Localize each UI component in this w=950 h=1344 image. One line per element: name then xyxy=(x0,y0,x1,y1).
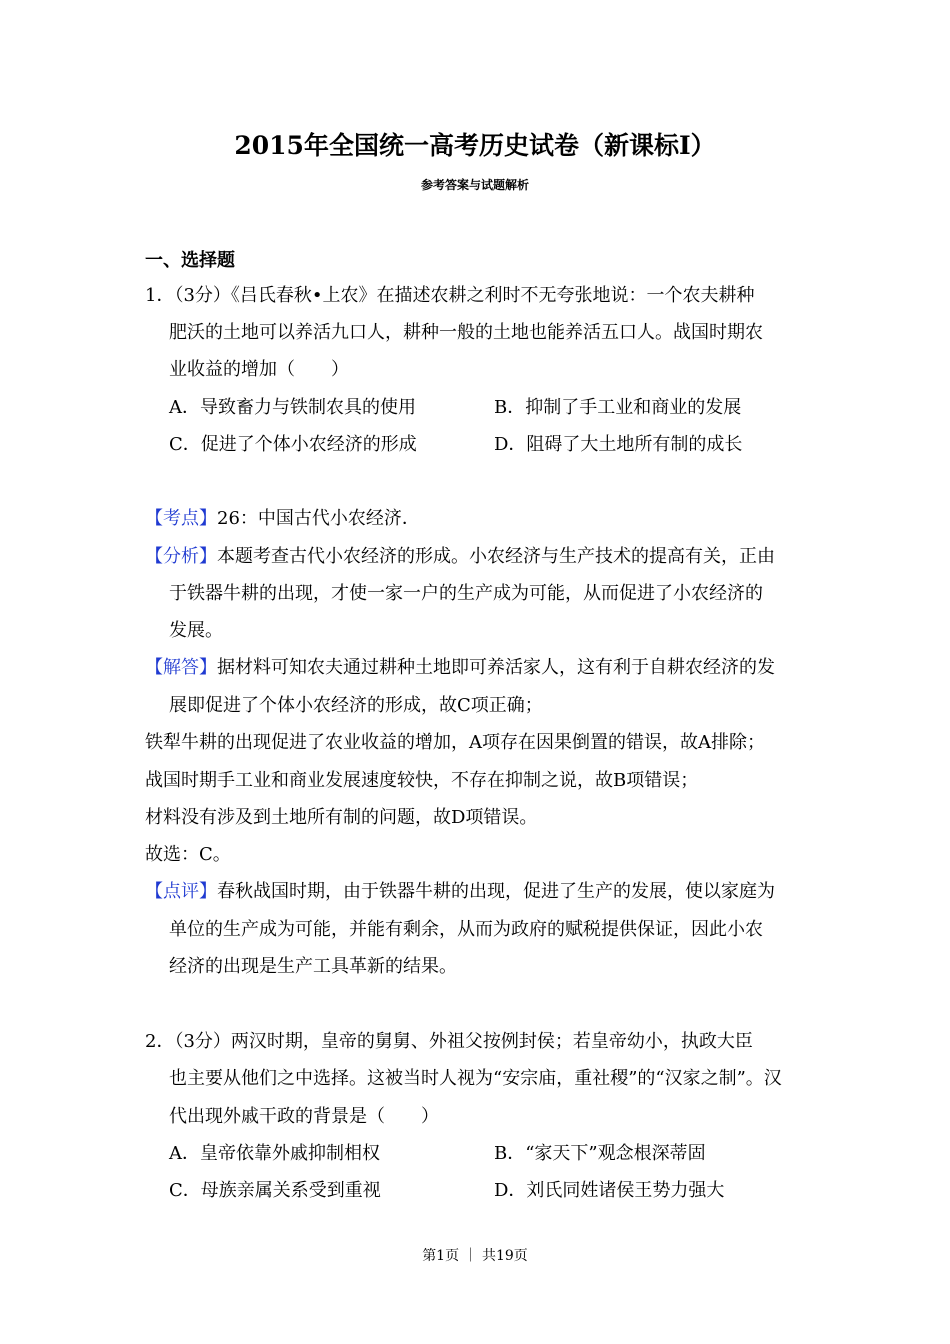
fenxi-line xyxy=(145,545,775,569)
option-d: D．刘氏同姓诸侯王势力强大 xyxy=(494,1180,725,1201)
body-line: 材料没有涉及到土地所有制的问题，故D项错误。 xyxy=(145,807,538,828)
option-a: A．导致畜力与铁制农具的使用 xyxy=(169,397,416,418)
jieda-line-2: 展即促进了个体小农经济的形成，故C项正确； xyxy=(169,695,543,716)
option-d: D．阻碍了大土地所有制的成长 xyxy=(494,434,743,455)
jieda-tag: 【解答】 xyxy=(145,657,217,678)
jieda-text: 据材料可知农夫通过耕种土地即可养活家人，这有利于自耕农经济的发 xyxy=(217,657,775,678)
fenxi-line-3: 发展。 xyxy=(169,620,223,641)
section-heading: 一、选择题 xyxy=(145,250,235,271)
body-line: 铁犁牛耕的出现促进了农业收益的增加，A项存在因果倒置的错误，故A排除； xyxy=(145,732,765,753)
dianping-line-2: 单位的生产成为可能，并能有剩余，从而为政府的赋税提供保证，因此小农 xyxy=(169,919,763,940)
question-stem-line: 1．（3分）《吕氏春秋•上农》在描述农耕之利时不无夸张地说：一个农夫耕种 xyxy=(145,285,755,306)
question-stem-line: 也主要从他们之中选择。这被当时人视为“安宗庙，重社稷”的“汉家之制”。汉 xyxy=(169,1068,782,1089)
question-stem-line: 肥沃的土地可以养活九口人，耕种一般的土地也能养活五口人。战国时期农 xyxy=(169,322,763,343)
option-a: A．皇帝依靠外戚抑制相权 xyxy=(169,1143,380,1164)
body-line: 故选：C。 xyxy=(145,844,231,865)
option-b: B．“家天下”观念根深蒂固 xyxy=(494,1143,706,1164)
kaodian-text: 26：中国古代小农经济． xyxy=(217,508,420,529)
document-subtitle: 参考答案与试题解析 xyxy=(420,178,529,192)
option-c: C．母族亲属关系受到重视 xyxy=(169,1180,381,1201)
document-title: 2015年全国统一高考历史试卷（新课标I） xyxy=(234,131,716,160)
dianping-line xyxy=(145,880,775,904)
option-b: B．抑制了手工业和商业的发展 xyxy=(494,397,742,418)
fenxi-line-2: 于铁器牛耕的出现，才使一家一户的生产成为可能，从而促进了小农经济的 xyxy=(169,583,763,604)
page-footer: 第1页 ｜ 共19页 xyxy=(422,1248,528,1264)
kaodian-line xyxy=(145,507,420,531)
dianping-text: 春秋战国时期，由于铁器牛耕的出现，促进了生产的发展，使以家庭为 xyxy=(217,881,775,902)
question-stem-line: 业收益的增加（ ） xyxy=(169,359,349,380)
jieda-line xyxy=(145,656,775,680)
question-stem-line: 代出现外戚干政的背景是（ ） xyxy=(169,1106,439,1127)
fenxi-text: 本题考查古代小农经济的形成。小农经济与生产技术的提高有关，正由 xyxy=(217,546,775,567)
question-stem-line: 2．（3分）两汉时期，皇帝的舅舅、外祖父按例封侯；若皇帝幼小，执政大臣 xyxy=(145,1031,753,1052)
dianping-tag: 【点评】 xyxy=(145,881,217,902)
body-line: 战国时期手工业和商业发展速度较快，不存在抑制之说，故B项错误； xyxy=(145,770,699,791)
dianping-line-3: 经济的出现是生产工具革新的结果。 xyxy=(169,956,457,977)
kaodian-tag: 【考点】 xyxy=(145,508,217,529)
option-c: C．促进了个体小农经济的形成 xyxy=(169,434,417,455)
fenxi-tag: 【分析】 xyxy=(145,546,217,567)
